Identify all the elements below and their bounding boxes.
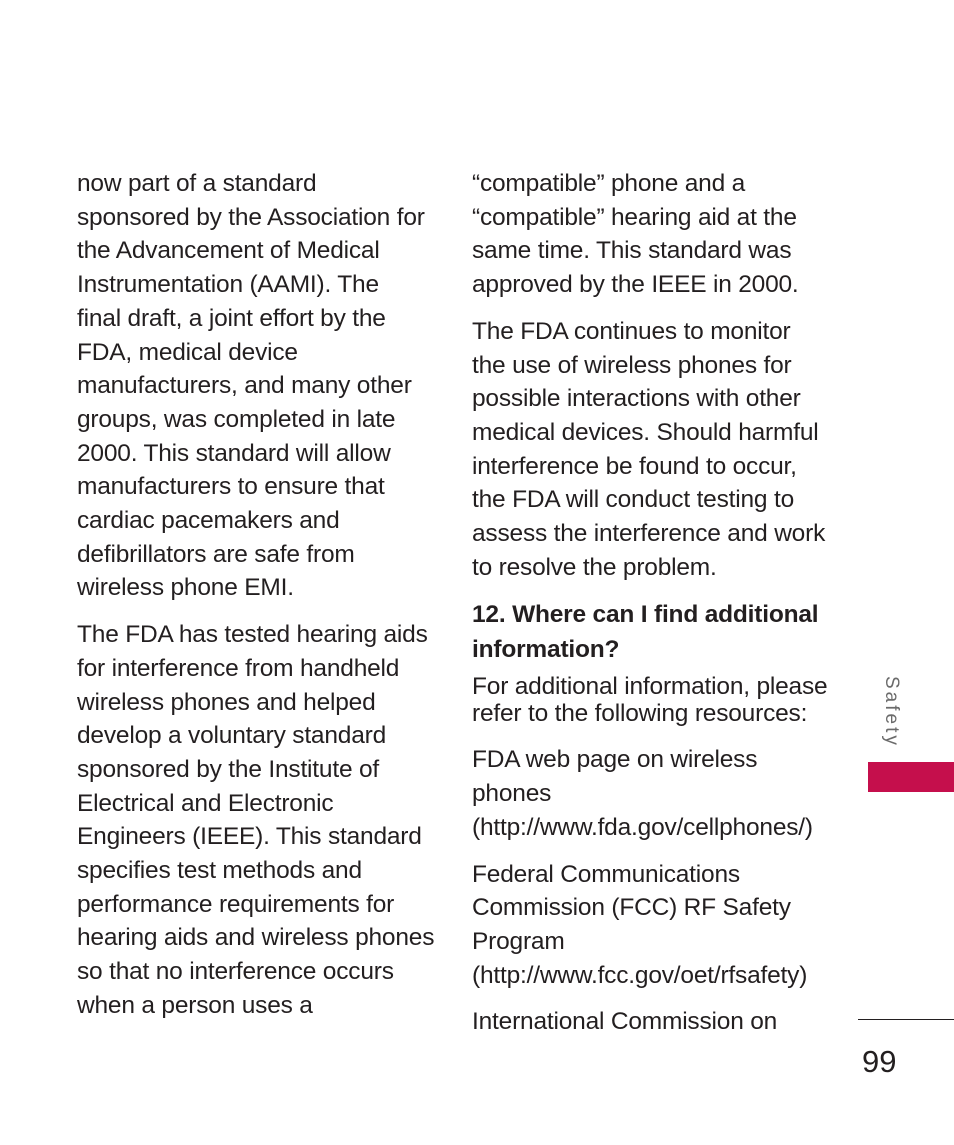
resource-item: International Commission on	[472, 1008, 778, 1036]
body-paragraph: The FDA continues to monitor the use of wireless phones for possible interactions with other medical devices. Should harmful interference be found to occur, the FDA will conduct testing to assess the interference and work to resolve the problem.	[472, 317, 826, 581]
body-paragraph: now part of a standard sponsored by the Association for the Advancement of Medical Instrumentation (AAMI). The final draft, a joint effort by the FDA, medical device manufacturers, and many other groups, was completed in late 2000. This standard will allow manufacturers to ensure that cardiac pacemakers and defibrillators are safe from wireless phone EMI.	[77, 170, 425, 602]
page-number: 99	[862, 1044, 897, 1079]
left-column	[77, 167, 442, 1036]
resource-item: Federal Communications Commission (FCC) RF Safety Program (http://www.fcc.gov/oet/rfsafety)	[472, 860, 808, 989]
section-heading: 12. Where can I find additional information?	[472, 601, 819, 664]
body-paragraph: The FDA has tested hearing aids for interference from handheld wireless phones and helped develop a voluntary standard sponsored by the Institute of Electrical and Electronic Engineers (IEEE). This standard specifies test methods and performance requirements for hearing aids and wireless phones so that no interference occurs when a person uses a	[77, 621, 435, 1019]
footer-divider	[858, 1019, 954, 1020]
body-paragraph: “compatible” phone and a “compatible” hearing aid at the same time. This standard was approved by the IEEE in 2000.	[472, 170, 799, 299]
resource-item: FDA web page on wireless phones (http://www.fda.gov/cellphones/)	[472, 746, 813, 841]
section-tab-label: Safety	[881, 676, 902, 748]
right-column	[472, 167, 832, 1052]
resources-intro: For additional information, please refer to the following resources:	[472, 673, 828, 728]
section-tab-marker	[868, 762, 954, 792]
